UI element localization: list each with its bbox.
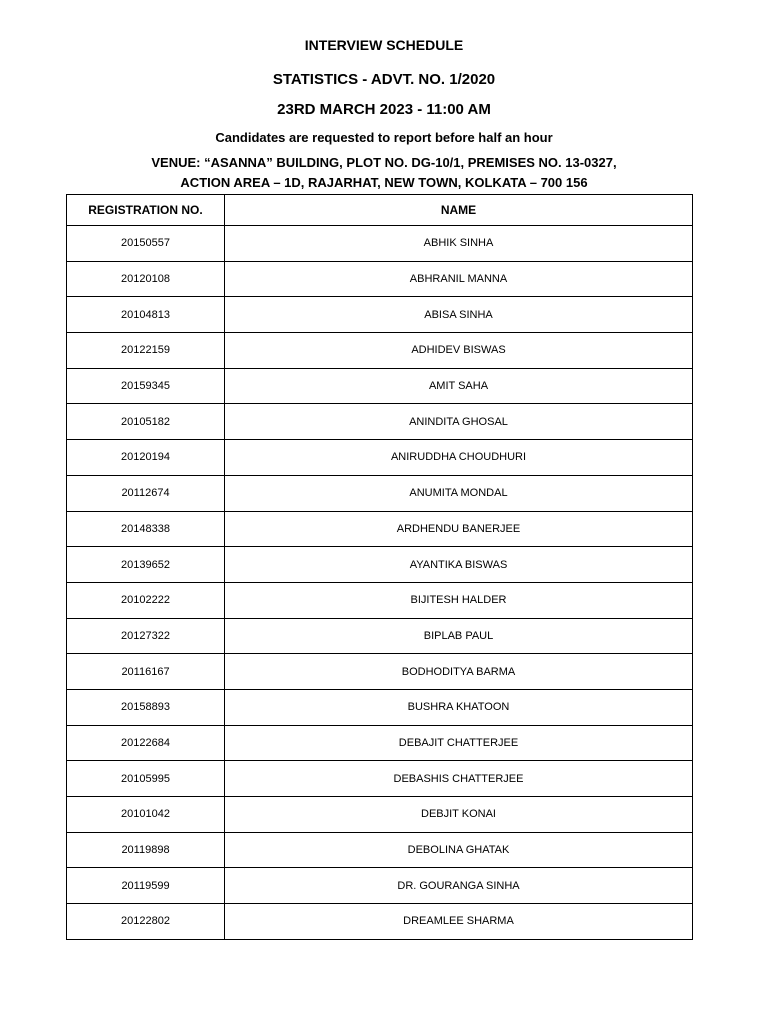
registration-no-cell: 20119898 (67, 832, 225, 868)
registration-no-cell: 20159345 (67, 368, 225, 404)
reporting-note: Candidates are requested to report before half an hour (215, 130, 553, 145)
registration-no-cell: 20150557 (67, 226, 225, 262)
registration-no-cell: 20148338 (67, 511, 225, 547)
table-row (67, 511, 693, 547)
candidate-name-cell: ABHRANIL MANNA (225, 261, 693, 297)
candidate-name-cell: AMIT SAHA (225, 368, 693, 404)
table-row (67, 404, 693, 440)
table-row (67, 582, 693, 618)
candidate-name-cell: DEBASHIS CHATTERJEE (225, 761, 693, 797)
venue-line-2: ACTION AREA – 1D, RAJARHAT, NEW TOWN, KOLKATA – 700 156 (180, 175, 588, 190)
name-header: NAME (225, 195, 693, 226)
candidate-name-cell: BIJITESH HALDER (225, 582, 693, 618)
table-row (67, 333, 693, 369)
registration-no-cell: 20158893 (67, 689, 225, 725)
candidate-name-cell: ANUMITA MONDAL (225, 475, 693, 511)
table-header-row (67, 195, 693, 226)
document-title: INTERVIEW SCHEDULE (304, 37, 464, 53)
advertisement-line: STATISTICS - ADVT. NO. 1/2020 (272, 71, 496, 88)
registration-no-header: REGISTRATION NO. (67, 195, 225, 226)
registration-no-cell: 20120108 (67, 261, 225, 297)
registration-no-cell: 20139652 (67, 547, 225, 583)
registration-no-cell: 20122802 (67, 904, 225, 940)
registration-no-cell: 20116167 (67, 654, 225, 690)
table-row (67, 797, 693, 833)
registration-no-cell: 20127322 (67, 618, 225, 654)
candidate-name-cell: BUSHRA KHATOON (225, 689, 693, 725)
table-row (67, 689, 693, 725)
registration-no-cell: 20119599 (67, 868, 225, 904)
candidate-name-cell: ADHIDEV BISWAS (225, 333, 693, 369)
interview-datetime: 23RD MARCH 2023 - 11:00 AM (277, 101, 491, 118)
candidate-name-cell: DR. GOURANGA SINHA (225, 868, 693, 904)
table-row (67, 261, 693, 297)
candidate-name-cell: ABHIK SINHA (225, 226, 693, 262)
table-row (67, 226, 693, 262)
table-row (67, 725, 693, 761)
candidate-name-cell: ARDHENDU BANERJEE (225, 511, 693, 547)
table-row (67, 832, 693, 868)
table-row (67, 868, 693, 904)
table-row (67, 475, 693, 511)
candidate-name-cell: DREAMLEE SHARMA (225, 904, 693, 940)
registration-no-cell: 20105995 (67, 761, 225, 797)
candidate-name-cell: AYANTIKA BISWAS (225, 547, 693, 583)
candidate-name-cell: BIPLAB PAUL (225, 618, 693, 654)
candidate-name-cell: BODHODITYA BARMA (225, 654, 693, 690)
registration-no-cell: 20101042 (67, 797, 225, 833)
candidate-name-cell: ANINDITA GHOSAL (225, 404, 693, 440)
schedule-table (66, 194, 693, 940)
table-row (67, 547, 693, 583)
candidate-name-cell: DEBOLINA GHATAK (225, 832, 693, 868)
candidate-name-cell: ANIRUDDHA CHOUDHURI (225, 440, 693, 476)
registration-no-cell: 20120194 (67, 440, 225, 476)
table-row (67, 654, 693, 690)
candidate-name-cell: DEBJIT KONAI (225, 797, 693, 833)
candidate-name-cell: ABISA SINHA (225, 297, 693, 333)
table-row (67, 368, 693, 404)
venue-line-1: VENUE: “ASANNA” BUILDING, PLOT NO. DG-10/1, PREMISES NO. 13-0327, (151, 155, 617, 170)
registration-no-cell: 20102222 (67, 582, 225, 618)
table-row (67, 297, 693, 333)
table-row (67, 904, 693, 940)
table-row (67, 440, 693, 476)
registration-no-cell: 20104813 (67, 297, 225, 333)
registration-no-cell: 20122684 (67, 725, 225, 761)
registration-no-cell: 20112674 (67, 475, 225, 511)
table-row (67, 761, 693, 797)
candidate-name-cell: DEBAJIT CHATTERJEE (225, 725, 693, 761)
registration-no-cell: 20122159 (67, 333, 225, 369)
table-row (67, 618, 693, 654)
registration-no-cell: 20105182 (67, 404, 225, 440)
